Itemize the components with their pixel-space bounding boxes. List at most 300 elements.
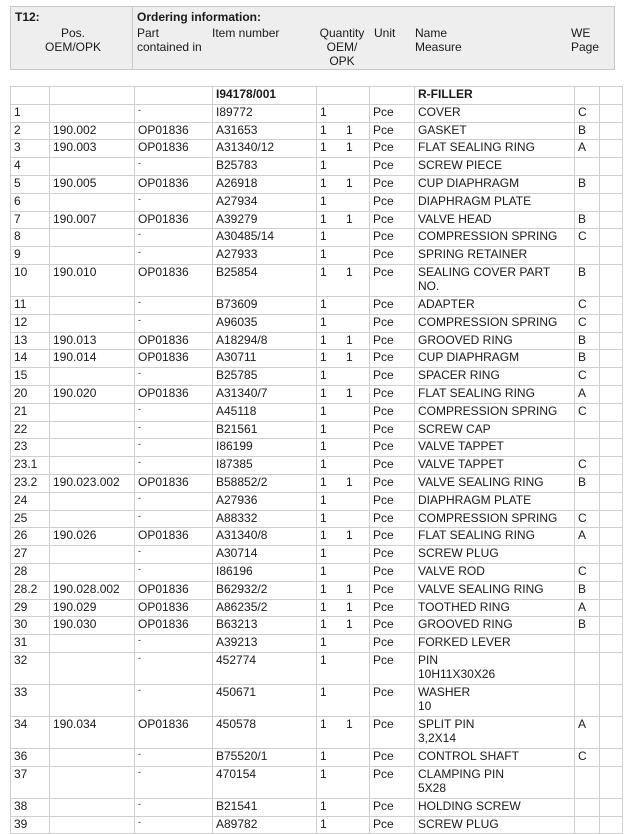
cell-we: C bbox=[575, 403, 600, 421]
cell-unit: Pce bbox=[370, 229, 415, 247]
cell-pos: 9 bbox=[11, 247, 50, 265]
section-label: T12: bbox=[15, 10, 40, 24]
cell-oem bbox=[50, 421, 135, 439]
cell-we bbox=[575, 816, 600, 834]
cell-unit: Pce bbox=[370, 350, 415, 368]
cell-name bbox=[415, 122, 575, 140]
cell-oem: 190.030 bbox=[50, 617, 135, 635]
assembly-name: R-FILLER bbox=[415, 87, 575, 105]
cell-pos: 20 bbox=[11, 385, 50, 403]
name-line: CONTROL SHAFT bbox=[418, 748, 519, 763]
cell-part-contained bbox=[135, 510, 213, 528]
table-row bbox=[11, 368, 623, 386]
dash-mark: - bbox=[138, 546, 141, 557]
cell-item-number: 450671 bbox=[213, 684, 317, 716]
cell-page bbox=[600, 457, 623, 475]
cell-page bbox=[600, 528, 623, 546]
name-line: SPRING RETAINER bbox=[418, 247, 528, 262]
cell-name bbox=[415, 296, 575, 314]
cell-oem: 190.034 bbox=[50, 716, 135, 748]
cell-part-contained bbox=[135, 546, 213, 564]
name-line: VALVE ROD bbox=[418, 563, 485, 578]
cell-page bbox=[600, 635, 623, 653]
table-row bbox=[11, 332, 623, 350]
cell-page bbox=[600, 617, 623, 635]
cell-oem bbox=[50, 229, 135, 247]
cell-we: A bbox=[575, 716, 600, 748]
cell-unit: Pce bbox=[370, 296, 415, 314]
cell-item-number: B62932/2 bbox=[213, 581, 317, 599]
name-header-line2: Measure bbox=[415, 40, 462, 54]
cell-pos: 5 bbox=[11, 175, 50, 193]
cell-qty-opk bbox=[343, 635, 370, 653]
name-line: DIAPHRAGM PLATE bbox=[418, 193, 532, 208]
cell-part-contained bbox=[135, 652, 213, 684]
cell-item-number: I86199 bbox=[213, 439, 317, 457]
cell-unit: Pce bbox=[370, 104, 415, 122]
cell-page bbox=[600, 332, 623, 350]
table-row bbox=[11, 175, 623, 193]
cell-name bbox=[415, 104, 575, 122]
cell-we bbox=[575, 421, 600, 439]
cell-page bbox=[600, 510, 623, 528]
cell-oem bbox=[50, 368, 135, 386]
table-row bbox=[11, 563, 623, 581]
cell-we: B bbox=[575, 211, 600, 229]
cell-qty-opk bbox=[343, 510, 370, 528]
name-line: FORKED LEVER bbox=[418, 635, 511, 650]
cell-name bbox=[415, 229, 575, 247]
cell-qty-oem: 1 bbox=[317, 510, 344, 528]
cell-name bbox=[415, 368, 575, 386]
cell-item-number: B63213 bbox=[213, 617, 317, 635]
cell-qty-oem: 1 bbox=[317, 332, 344, 350]
cell-pos: 14 bbox=[11, 350, 50, 368]
name-line: PIN bbox=[418, 652, 439, 667]
cell-item-number: A31653 bbox=[213, 122, 317, 140]
table-row bbox=[11, 350, 623, 368]
cell-qty-oem: 1 bbox=[317, 158, 344, 176]
cell-unit: Pce bbox=[370, 510, 415, 528]
cell-qty-oem: 1 bbox=[317, 617, 344, 635]
table-row bbox=[11, 599, 623, 617]
cell-unit: Pce bbox=[370, 748, 415, 766]
cell-qty-opk: 1 bbox=[343, 350, 370, 368]
cell-name bbox=[415, 716, 575, 748]
dash-mark: - bbox=[138, 439, 141, 450]
dash-mark: - bbox=[138, 510, 141, 521]
cell-qty-opk: 1 bbox=[343, 175, 370, 193]
cell-name bbox=[415, 816, 575, 834]
cell-name bbox=[415, 617, 575, 635]
cell-name bbox=[415, 457, 575, 475]
cell-part-contained bbox=[135, 766, 213, 798]
name-line: ADAPTER bbox=[418, 296, 475, 311]
measure-line: NO. bbox=[418, 278, 440, 293]
name-line: TOOTHED RING bbox=[418, 599, 510, 614]
cell-oem: 190.028.002 bbox=[50, 581, 135, 599]
table-row bbox=[11, 158, 623, 176]
cell-item-number: A39279 bbox=[213, 211, 317, 229]
cell-qty-opk bbox=[343, 158, 370, 176]
cell-we: C bbox=[575, 296, 600, 314]
cell-we: B bbox=[575, 350, 600, 368]
pos-header-line2: OEM/OPK bbox=[44, 40, 101, 54]
cell-unit: Pce bbox=[370, 332, 415, 350]
cell-unit: Pce bbox=[370, 766, 415, 798]
table-row bbox=[11, 617, 623, 635]
name-line: HOLDING SCREW bbox=[418, 798, 521, 813]
cell-name bbox=[415, 439, 575, 457]
cell-name bbox=[415, 140, 575, 158]
cell-item-number: A45118 bbox=[213, 403, 317, 421]
cell-oem: 190.005 bbox=[50, 175, 135, 193]
cell-qty-opk: 1 bbox=[343, 385, 370, 403]
cell-part-contained bbox=[135, 368, 213, 386]
cell-we: A bbox=[575, 140, 600, 158]
cell-page bbox=[600, 798, 623, 816]
cell-unit: Pce bbox=[370, 158, 415, 176]
cell-we bbox=[575, 87, 600, 105]
cell-item-number: A27936 bbox=[213, 492, 317, 510]
cell-we bbox=[575, 766, 600, 798]
table-row bbox=[11, 457, 623, 475]
dash-mark: - bbox=[138, 748, 141, 759]
name-line: SCREW PLUG bbox=[418, 546, 499, 561]
dash-mark: - bbox=[138, 421, 141, 432]
cell-we: B bbox=[575, 617, 600, 635]
cell-part-contained bbox=[135, 421, 213, 439]
cell-unit: Pce bbox=[370, 528, 415, 546]
dash-mark: - bbox=[138, 314, 141, 325]
cell-name bbox=[415, 264, 575, 296]
cell-we: B bbox=[575, 332, 600, 350]
cell-qty-opk: 1 bbox=[343, 528, 370, 546]
cell-pos: 29 bbox=[11, 599, 50, 617]
quantity-header-line1: Quantity bbox=[319, 26, 365, 40]
cell-page bbox=[600, 229, 623, 247]
name-line: DIAPHRAGM PLATE bbox=[418, 492, 532, 507]
cell-pos: 36 bbox=[11, 748, 50, 766]
cell-pos: 30 bbox=[11, 617, 50, 635]
name-line: SPLIT PIN bbox=[418, 716, 475, 731]
cell-qty-oem: 1 bbox=[317, 652, 344, 684]
cell-item-number: A26918 bbox=[213, 175, 317, 193]
cell-pos: 15 bbox=[11, 368, 50, 386]
cell-pos: 24 bbox=[11, 492, 50, 510]
cell-page bbox=[600, 193, 623, 211]
cell-page bbox=[600, 350, 623, 368]
cell-name bbox=[415, 350, 575, 368]
unit-header: Unit bbox=[374, 26, 396, 40]
name-line: VALVE SEALING RING bbox=[418, 474, 544, 489]
cell-pos: 33 bbox=[11, 684, 50, 716]
cell-name bbox=[415, 211, 575, 229]
name-line: GROOVED RING bbox=[418, 617, 513, 632]
cell-page bbox=[600, 140, 623, 158]
cell-qty-oem: 1 bbox=[317, 403, 344, 421]
name-line: COMPRESSION SPRING bbox=[418, 314, 558, 329]
cell-qty-oem: 1 bbox=[317, 474, 344, 492]
cell-qty-opk bbox=[343, 296, 370, 314]
cell-we bbox=[575, 247, 600, 265]
cell-pos: 12 bbox=[11, 314, 50, 332]
cell-name bbox=[415, 652, 575, 684]
cell-unit: Pce bbox=[370, 684, 415, 716]
cell-pos: 2 bbox=[11, 122, 50, 140]
cell-part-contained: OP01836 bbox=[135, 122, 213, 140]
dash-mark: - bbox=[138, 104, 141, 115]
pos-header bbox=[43, 26, 103, 54]
name-line: CUP DIAPHRAGM bbox=[418, 350, 520, 365]
cell-part-contained: OP01836 bbox=[135, 350, 213, 368]
cell-item-number: A31340/8 bbox=[213, 528, 317, 546]
cell-part-contained bbox=[135, 816, 213, 834]
cell-item-number: I87385 bbox=[213, 457, 317, 475]
dash-mark: - bbox=[138, 229, 141, 240]
table-row bbox=[11, 314, 623, 332]
cell-qty-oem: 1 bbox=[317, 546, 344, 564]
cell-qty-opk bbox=[343, 766, 370, 798]
cell-qty-opk bbox=[343, 193, 370, 211]
table-row bbox=[11, 211, 623, 229]
cell-part-contained bbox=[135, 158, 213, 176]
cell-we bbox=[575, 684, 600, 716]
name-line: GASKET bbox=[418, 122, 467, 137]
cell-unit: Pce bbox=[370, 264, 415, 296]
cell-part-contained bbox=[135, 193, 213, 211]
cell-name bbox=[415, 798, 575, 816]
cell-qty-oem: 1 bbox=[317, 816, 344, 834]
cell-page bbox=[600, 122, 623, 140]
cell-unit: Pce bbox=[370, 403, 415, 421]
we-page-header: WE Page bbox=[571, 26, 600, 54]
name-line: VALVE HEAD bbox=[418, 211, 492, 226]
assembly-item-number: I94178/001 bbox=[213, 87, 317, 105]
cell-part-contained: OP01836 bbox=[135, 528, 213, 546]
table-row bbox=[11, 140, 623, 158]
cell-we bbox=[575, 193, 600, 211]
cell-name bbox=[415, 546, 575, 564]
ordering-info-title: Ordering information: bbox=[137, 10, 261, 24]
cell-item-number: A30485/14 bbox=[213, 229, 317, 247]
cell-part-contained bbox=[135, 247, 213, 265]
cell-name bbox=[415, 474, 575, 492]
cell-oem bbox=[50, 652, 135, 684]
name-line: FLAT SEALING RING bbox=[418, 528, 535, 543]
cell-oem bbox=[50, 510, 135, 528]
cell-part-contained bbox=[135, 314, 213, 332]
cell-we: B bbox=[575, 175, 600, 193]
dash-mark: - bbox=[138, 652, 141, 663]
cell-oem bbox=[50, 492, 135, 510]
cell-qty-opk: 1 bbox=[343, 140, 370, 158]
cell-oem bbox=[50, 193, 135, 211]
cell-qty-opk bbox=[343, 492, 370, 510]
name-line: COVER bbox=[418, 104, 461, 119]
cell-page bbox=[600, 87, 623, 105]
cell-oem: 190.020 bbox=[50, 385, 135, 403]
dash-mark: - bbox=[138, 247, 141, 258]
cell-qty-oem: 1 bbox=[317, 599, 344, 617]
cell-name bbox=[415, 563, 575, 581]
table-row bbox=[11, 652, 623, 684]
cell-pos: 3 bbox=[11, 140, 50, 158]
dash-mark: - bbox=[138, 403, 141, 414]
cell-we: C bbox=[575, 368, 600, 386]
cell-name bbox=[415, 581, 575, 599]
cell-oem bbox=[50, 296, 135, 314]
cell-name bbox=[415, 314, 575, 332]
cell-oem: 190.026 bbox=[50, 528, 135, 546]
cell-part-contained bbox=[135, 87, 213, 105]
cell-pos: 39 bbox=[11, 816, 50, 834]
cell-we: C bbox=[575, 229, 600, 247]
cell-item-number: 470154 bbox=[213, 766, 317, 798]
table-row bbox=[11, 798, 623, 816]
cell-pos: 38 bbox=[11, 798, 50, 816]
table-row bbox=[11, 122, 623, 140]
cell-pos: 7 bbox=[11, 211, 50, 229]
cell-qty-oem: 1 bbox=[317, 140, 344, 158]
cell-page bbox=[600, 816, 623, 834]
cell-name bbox=[415, 385, 575, 403]
cell-qty-oem: 1 bbox=[317, 492, 344, 510]
cell-item-number: B21561 bbox=[213, 421, 317, 439]
cell-qty-opk: 1 bbox=[343, 264, 370, 296]
cell-part-contained: OP01836 bbox=[135, 581, 213, 599]
cell-qty-opk bbox=[343, 87, 370, 105]
cell-oem bbox=[50, 247, 135, 265]
cell-pos: 23 bbox=[11, 439, 50, 457]
cell-qty-opk bbox=[343, 546, 370, 564]
cell-name bbox=[415, 510, 575, 528]
cell-name bbox=[415, 421, 575, 439]
cell-qty-oem: 1 bbox=[317, 563, 344, 581]
cell-item-number: I86196 bbox=[213, 563, 317, 581]
cell-qty-oem: 1 bbox=[317, 684, 344, 716]
cell-unit: Pce bbox=[370, 798, 415, 816]
cell-page bbox=[600, 175, 623, 193]
cell-we bbox=[575, 652, 600, 684]
cell-item-number: 452774 bbox=[213, 652, 317, 684]
cell-oem: 190.014 bbox=[50, 350, 135, 368]
cell-pos bbox=[11, 87, 50, 105]
cell-oem bbox=[50, 563, 135, 581]
name-line: WASHER bbox=[418, 684, 471, 699]
cell-qty-opk bbox=[343, 457, 370, 475]
cell-qty-oem: 1 bbox=[317, 368, 344, 386]
name-line: VALVE TAPPET bbox=[418, 439, 504, 454]
cell-pos: 26 bbox=[11, 528, 50, 546]
cell-unit: Pce bbox=[370, 211, 415, 229]
cell-pos: 28.2 bbox=[11, 581, 50, 599]
cell-unit: Pce bbox=[370, 563, 415, 581]
cell-qty-opk: 1 bbox=[343, 716, 370, 748]
name-line: SCREW PIECE bbox=[418, 158, 503, 173]
cell-unit: Pce bbox=[370, 247, 415, 265]
dash-mark: - bbox=[138, 158, 141, 169]
table-row bbox=[11, 296, 623, 314]
cell-name bbox=[415, 403, 575, 421]
cell-name bbox=[415, 684, 575, 716]
measure-line: 10H11X30X26 bbox=[418, 666, 496, 681]
quantity-header bbox=[315, 26, 369, 68]
cell-qty-oem: 1 bbox=[317, 296, 344, 314]
dash-mark: - bbox=[138, 798, 141, 809]
cell-qty-opk bbox=[343, 439, 370, 457]
table-row bbox=[11, 816, 623, 834]
cell-item-number: A18294/8 bbox=[213, 332, 317, 350]
cell-part-contained: OP01836 bbox=[135, 716, 213, 748]
dash-mark: - bbox=[138, 368, 141, 379]
name-line: SPACER RING bbox=[418, 368, 500, 383]
table-row bbox=[11, 474, 623, 492]
dash-mark: - bbox=[138, 816, 141, 827]
name-line: FLAT SEALING RING bbox=[418, 385, 535, 400]
cell-we: A bbox=[575, 385, 600, 403]
cell-name bbox=[415, 599, 575, 617]
cell-item-number: B25854 bbox=[213, 264, 317, 296]
cell-part-contained bbox=[135, 748, 213, 766]
cell-item-number: B25785 bbox=[213, 368, 317, 386]
cell-unit: Pce bbox=[370, 635, 415, 653]
cell-unit: Pce bbox=[370, 546, 415, 564]
cell-oem bbox=[50, 87, 135, 105]
name-line: VALVE SEALING RING bbox=[418, 581, 544, 596]
table-row bbox=[11, 104, 623, 122]
table-row bbox=[11, 247, 623, 265]
cell-we bbox=[575, 492, 600, 510]
table-row bbox=[11, 635, 623, 653]
item-number-header: Item number bbox=[212, 26, 280, 40]
cell-pos: 31 bbox=[11, 635, 50, 653]
cell-qty-opk: 1 bbox=[343, 211, 370, 229]
cell-qty-oem: 1 bbox=[317, 766, 344, 798]
cell-we bbox=[575, 158, 600, 176]
dash-mark: - bbox=[138, 193, 141, 204]
assembly-row bbox=[11, 87, 623, 105]
cell-item-number: B58852/2 bbox=[213, 474, 317, 492]
cell-oem: 190.002 bbox=[50, 122, 135, 140]
cell-item-number: A31340/12 bbox=[213, 140, 317, 158]
table-row bbox=[11, 229, 623, 247]
table-row bbox=[11, 193, 623, 211]
cell-qty-opk: 1 bbox=[343, 122, 370, 140]
cell-qty-opk bbox=[343, 563, 370, 581]
header-divider bbox=[132, 7, 133, 69]
cell-oem bbox=[50, 439, 135, 457]
cell-unit: Pce bbox=[370, 175, 415, 193]
cell-qty-oem: 1 bbox=[317, 350, 344, 368]
cell-pos: 28 bbox=[11, 563, 50, 581]
cell-page bbox=[600, 403, 623, 421]
cell-unit: Pce bbox=[370, 492, 415, 510]
cell-item-number: B73609 bbox=[213, 296, 317, 314]
cell-qty-opk bbox=[343, 748, 370, 766]
cell-we: B bbox=[575, 581, 600, 599]
cell-page bbox=[600, 563, 623, 581]
cell-qty-opk bbox=[343, 421, 370, 439]
cell-part-contained bbox=[135, 635, 213, 653]
cell-oem: 190.023.002 bbox=[50, 474, 135, 492]
part-header-line1: Part bbox=[137, 26, 160, 40]
cell-pos: 8 bbox=[11, 229, 50, 247]
cell-page bbox=[600, 684, 623, 716]
quantity-header-line2: OEM/ bbox=[326, 40, 358, 54]
dash-mark: - bbox=[138, 766, 141, 777]
cell-name bbox=[415, 158, 575, 176]
